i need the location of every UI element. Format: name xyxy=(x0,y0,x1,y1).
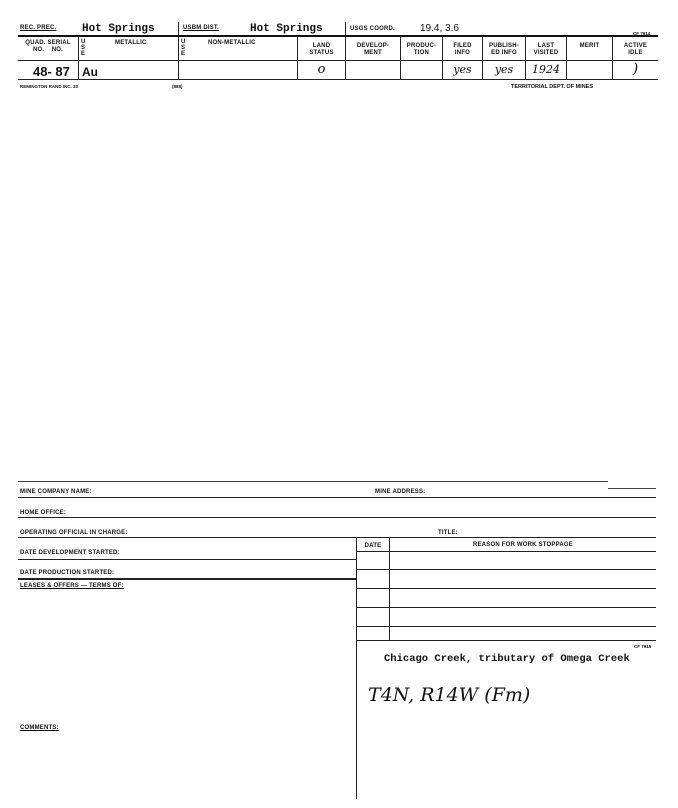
col-production: PRODUC- TION xyxy=(406,43,437,56)
home-office-label: HOME OFFICE: xyxy=(20,510,67,516)
cell-last-visited: 1924 xyxy=(532,63,560,76)
rec-prec-label: REC. PREC. xyxy=(20,25,57,31)
handwritten-location-note: T4N, R14W (Fm) xyxy=(368,684,531,706)
col-metallic: METALLIC xyxy=(115,40,147,46)
col-quad-serial: QUAD. SERIAL NO. NO. xyxy=(25,40,71,53)
operating-official-label: OPERATING OFFICIAL IN CHARGE: xyxy=(20,530,128,536)
cell-quad-serial: 48- 87 xyxy=(33,64,70,79)
col-last-visited: LAST VISITED xyxy=(533,43,559,56)
cell-metallic: Au xyxy=(82,65,98,79)
usgs-coord-value: 19.4, 3.6 xyxy=(420,23,459,34)
cell-filed-info: yes xyxy=(453,63,472,76)
col-land-status: LAND STATUS xyxy=(309,43,334,56)
stoppage-reason-header: REASON FOR WORK STOPPAGE xyxy=(473,542,573,548)
cell-published-info: yes xyxy=(494,63,514,76)
form-code-2: CF 7915 xyxy=(634,644,652,649)
comments-label: COMMENTS: xyxy=(20,725,59,731)
col-nonmetallic-prefix: U S E xyxy=(181,39,186,57)
title-label: TITLE: xyxy=(438,530,458,536)
mine-address-label: MINE ADDRESS: xyxy=(375,489,426,495)
col-active-idle: ACTIVE IDLE xyxy=(623,43,648,56)
col-development: DEVELOP- MENT xyxy=(356,43,390,56)
col-published-info: PUBLISH- ED INFO xyxy=(489,43,519,56)
form-code: CF 7914 xyxy=(633,31,651,36)
department-label: TERRITORIAL DEPT. OF MINES xyxy=(511,84,593,90)
usbm-dist-value: Hot Springs xyxy=(250,23,323,35)
typed-note: Chicago Creek, tributary of Omega Creek xyxy=(384,653,630,665)
printer-code: (888) xyxy=(172,84,183,89)
col-filed-info: FILED INFO xyxy=(453,43,472,56)
col-merit: MERIT xyxy=(579,43,600,49)
usbm-dist-label: USBM DIST. xyxy=(183,25,220,31)
usgs-coord-label: USGS COORD. xyxy=(350,26,395,32)
date-development-started-label: DATE DEVELOPMENT STARTED: xyxy=(20,550,120,556)
printer-line: REMINGTON RAND INC. 20 xyxy=(20,84,79,89)
leases-offers-label: LEASES & OFFERS — TERMS OF: xyxy=(20,583,124,589)
mine-company-name-label: MINE COMPANY NAME: xyxy=(20,489,92,495)
cell-land-status: o xyxy=(317,62,326,77)
col-nonmetallic: NON-METALLIC xyxy=(208,40,256,46)
rec-prec-value: Hot Springs xyxy=(82,23,155,35)
cell-active-idle: ) xyxy=(632,61,639,77)
col-metallic-prefix: U S E xyxy=(81,39,86,57)
stoppage-date-header: DATE xyxy=(364,543,382,549)
date-production-started-label: DATE PRODUCTION STARTED: xyxy=(20,570,115,576)
